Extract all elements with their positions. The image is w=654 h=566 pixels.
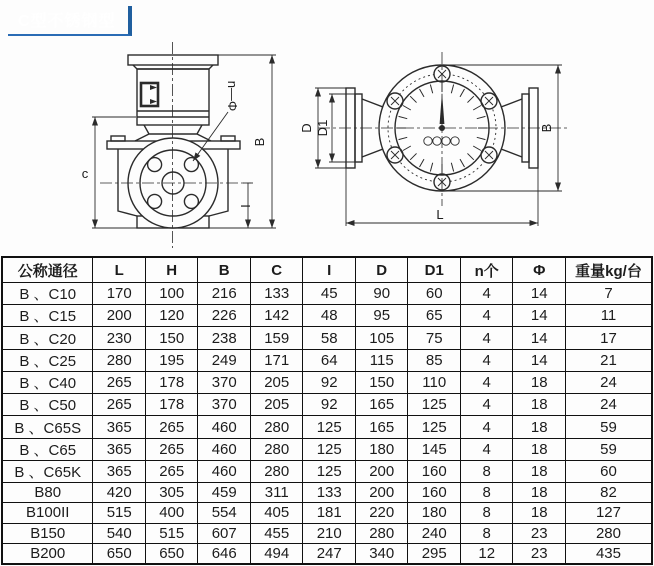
table-body (2, 283, 652, 565)
table-cell: 540 (93, 523, 146, 543)
column-header: 重量kg/台 (565, 257, 652, 283)
table-cell: 4 (460, 305, 513, 327)
table-cell: 160 (408, 460, 461, 482)
technical-drawing (0, 38, 654, 252)
row-label: B 、C65 (2, 438, 93, 460)
table-cell: 120 (145, 305, 198, 327)
table-row (2, 483, 652, 503)
table-cell: 650 (93, 543, 146, 564)
table-row (2, 349, 652, 371)
table-row (2, 371, 652, 393)
table-cell: 7 (565, 283, 652, 305)
column-header: I (303, 257, 356, 283)
table-cell: 8 (460, 503, 513, 523)
table-cell: 142 (250, 305, 303, 327)
table-cell: 265 (93, 394, 146, 416)
table-cell: 459 (198, 483, 251, 503)
table-cell: 11 (565, 305, 652, 327)
table-cell: 265 (145, 416, 198, 438)
table-cell: 12 (460, 543, 513, 564)
table-cell: 170 (93, 283, 146, 305)
row-label: B 、C65K (2, 460, 93, 482)
table-cell: 280 (250, 416, 303, 438)
table-cell: 265 (93, 371, 146, 393)
row-label: B 、C10 (2, 283, 93, 305)
table-cell: 238 (198, 327, 251, 349)
row-label: B150 (2, 523, 93, 543)
table-cell: 165 (355, 394, 408, 416)
table-cell: 220 (355, 503, 408, 523)
row-label: B 、C15 (2, 305, 93, 327)
table-cell: 127 (565, 503, 652, 523)
table-cell: 18 (513, 460, 566, 482)
table-cell: 90 (355, 283, 408, 305)
table-row (2, 327, 652, 349)
table-row (2, 305, 652, 327)
table-cell: 100 (145, 283, 198, 305)
table-cell: 240 (408, 523, 461, 543)
table-cell: 110 (408, 371, 461, 393)
table-cell: 125 (303, 416, 356, 438)
table-cell: 365 (93, 438, 146, 460)
table-cell: 125 (408, 416, 461, 438)
dim-label-b-right: B (539, 123, 554, 133)
table-cell: 8 (460, 483, 513, 503)
table-cell: 554 (198, 503, 251, 523)
table-cell: 295 (408, 543, 461, 564)
table-cell: 171 (250, 349, 303, 371)
table-cell: 125 (303, 460, 356, 482)
table-cell: 180 (355, 438, 408, 460)
table-cell: 370 (198, 371, 251, 393)
table-cell: 460 (198, 460, 251, 482)
table-cell: 60 (565, 460, 652, 482)
table-cell: 455 (250, 523, 303, 543)
table-cell: 340 (355, 543, 408, 564)
table-row (2, 283, 652, 305)
column-header: Φ (513, 257, 566, 283)
row-label: B 、C20 (2, 327, 93, 349)
table-cell: 515 (93, 503, 146, 523)
dim-label-b-left: B (252, 137, 267, 147)
table-cell: 75 (408, 327, 461, 349)
table-cell: 150 (145, 327, 198, 349)
table-cell: 205 (250, 371, 303, 393)
table-cell: 607 (198, 523, 251, 543)
table-cell: 249 (198, 349, 251, 371)
row-label: B 、C40 (2, 371, 93, 393)
table-cell: 95 (355, 305, 408, 327)
table-cell: 230 (93, 327, 146, 349)
table-cell: 59 (565, 416, 652, 438)
table-cell: 92 (303, 371, 356, 393)
side-view (82, 42, 276, 248)
counter-window (141, 83, 158, 106)
table-cell: 280 (93, 349, 146, 371)
table-cell: 515 (145, 523, 198, 543)
table-cell: 460 (198, 438, 251, 460)
table-cell: 8 (460, 523, 513, 543)
table-row (2, 503, 652, 523)
table-cell: 280 (250, 438, 303, 460)
table-cell: 280 (250, 460, 303, 482)
dim-label-l: L (436, 207, 444, 222)
table-cell: 145 (408, 438, 461, 460)
table-cell: 370 (198, 394, 251, 416)
row-label: B 、C25 (2, 349, 93, 371)
column-header: 公称通径 (2, 257, 93, 283)
table-cell: 14 (513, 327, 566, 349)
table-cell: 65 (408, 305, 461, 327)
table-cell: 226 (198, 305, 251, 327)
table-cell: 59 (565, 438, 652, 460)
table-cell: 160 (408, 483, 461, 503)
front-view (299, 52, 570, 226)
table-cell: 4 (460, 416, 513, 438)
table-cell: 18 (513, 483, 566, 503)
table-cell: 159 (250, 327, 303, 349)
table-cell: 200 (93, 305, 146, 327)
register-cap (128, 55, 218, 65)
table-cell: 435 (565, 543, 652, 564)
table-cell: 17 (565, 327, 652, 349)
table-cell: 125 (303, 438, 356, 460)
table-cell: 92 (303, 394, 356, 416)
table-cell: 23 (513, 543, 566, 564)
row-label: B 、C50 (2, 394, 93, 416)
table-cell: 48 (303, 305, 356, 327)
table-cell: 18 (513, 371, 566, 393)
table-cell: 178 (145, 394, 198, 416)
table-cell: 18 (513, 503, 566, 523)
dim-label-d: D (299, 123, 314, 133)
row-label: B200 (2, 543, 93, 564)
table-cell: 18 (513, 438, 566, 460)
table-cell: 14 (513, 349, 566, 371)
table-cell: 105 (355, 327, 408, 349)
table-cell: 265 (145, 460, 198, 482)
table-cell: 280 (355, 523, 408, 543)
table-cell: 646 (198, 543, 251, 564)
table-cell: 205 (250, 394, 303, 416)
table-cell: 405 (250, 503, 303, 523)
table-header-row (2, 257, 652, 283)
table-cell: 14 (513, 305, 566, 327)
table-cell: 4 (460, 371, 513, 393)
table-cell: 420 (93, 483, 146, 503)
table-cell: 18 (513, 416, 566, 438)
column-header: C (250, 257, 303, 283)
table-cell: 58 (303, 327, 356, 349)
dim-label-c: c (81, 166, 89, 181)
table-cell: 24 (565, 371, 652, 393)
table-cell: 210 (303, 523, 356, 543)
row-label: B 、C65S (2, 416, 93, 438)
holes-callout-label: n—Φ (225, 80, 240, 112)
table-row (2, 416, 652, 438)
table-cell: 305 (145, 483, 198, 503)
table-cell: 82 (565, 483, 652, 503)
table-cell: 365 (93, 460, 146, 482)
table-cell: 4 (460, 438, 513, 460)
table-cell: 4 (460, 283, 513, 305)
table-cell: 150 (355, 371, 408, 393)
column-header: L (93, 257, 146, 283)
column-header: B (198, 257, 251, 283)
table-cell: 23 (513, 523, 566, 543)
table-cell: 4 (460, 349, 513, 371)
table-cell: 181 (303, 503, 356, 523)
table-cell: 650 (145, 543, 198, 564)
table-cell: 400 (145, 503, 198, 523)
column-header: D1 (408, 257, 461, 283)
table-cell: 165 (355, 416, 408, 438)
spec-table-section (1, 256, 653, 565)
page-title: C型不锈钢型 (8, 6, 132, 36)
table-cell: 365 (93, 416, 146, 438)
table-cell: 4 (460, 394, 513, 416)
table-cell: 60 (408, 283, 461, 305)
row-label: B80 (2, 483, 93, 503)
table-row (2, 460, 652, 482)
table-row (2, 394, 652, 416)
dim-label-d1: D1 (315, 119, 330, 137)
table-row (2, 523, 652, 543)
table-cell: 200 (355, 483, 408, 503)
column-header: n个 (460, 257, 513, 283)
table-cell: 21 (565, 349, 652, 371)
table-cell: 8 (460, 460, 513, 482)
table-cell: 460 (198, 416, 251, 438)
table-cell: 494 (250, 543, 303, 564)
table-cell: 247 (303, 543, 356, 564)
table-cell: 311 (250, 483, 303, 503)
column-header: D (355, 257, 408, 283)
table-cell: 45 (303, 283, 356, 305)
row-label: B100II (2, 503, 93, 523)
table-cell: 178 (145, 371, 198, 393)
table-row (2, 543, 652, 564)
table-row (2, 438, 652, 460)
table-cell: 14 (513, 283, 566, 305)
column-header: H (145, 257, 198, 283)
table-cell: 24 (565, 394, 652, 416)
table-cell: 4 (460, 327, 513, 349)
table-cell: 115 (355, 349, 408, 371)
table-cell: 133 (250, 283, 303, 305)
spec-table (1, 256, 653, 565)
table-cell: 64 (303, 349, 356, 371)
table-cell: 133 (303, 483, 356, 503)
dim-label-i: I (238, 204, 253, 208)
table-cell: 265 (145, 438, 198, 460)
table-cell: 195 (145, 349, 198, 371)
table-cell: 280 (565, 523, 652, 543)
table-cell: 200 (355, 460, 408, 482)
table-cell: 180 (408, 503, 461, 523)
table-cell: 18 (513, 394, 566, 416)
table-cell: 216 (198, 283, 251, 305)
table-cell: 85 (408, 349, 461, 371)
table-cell: 125 (408, 394, 461, 416)
